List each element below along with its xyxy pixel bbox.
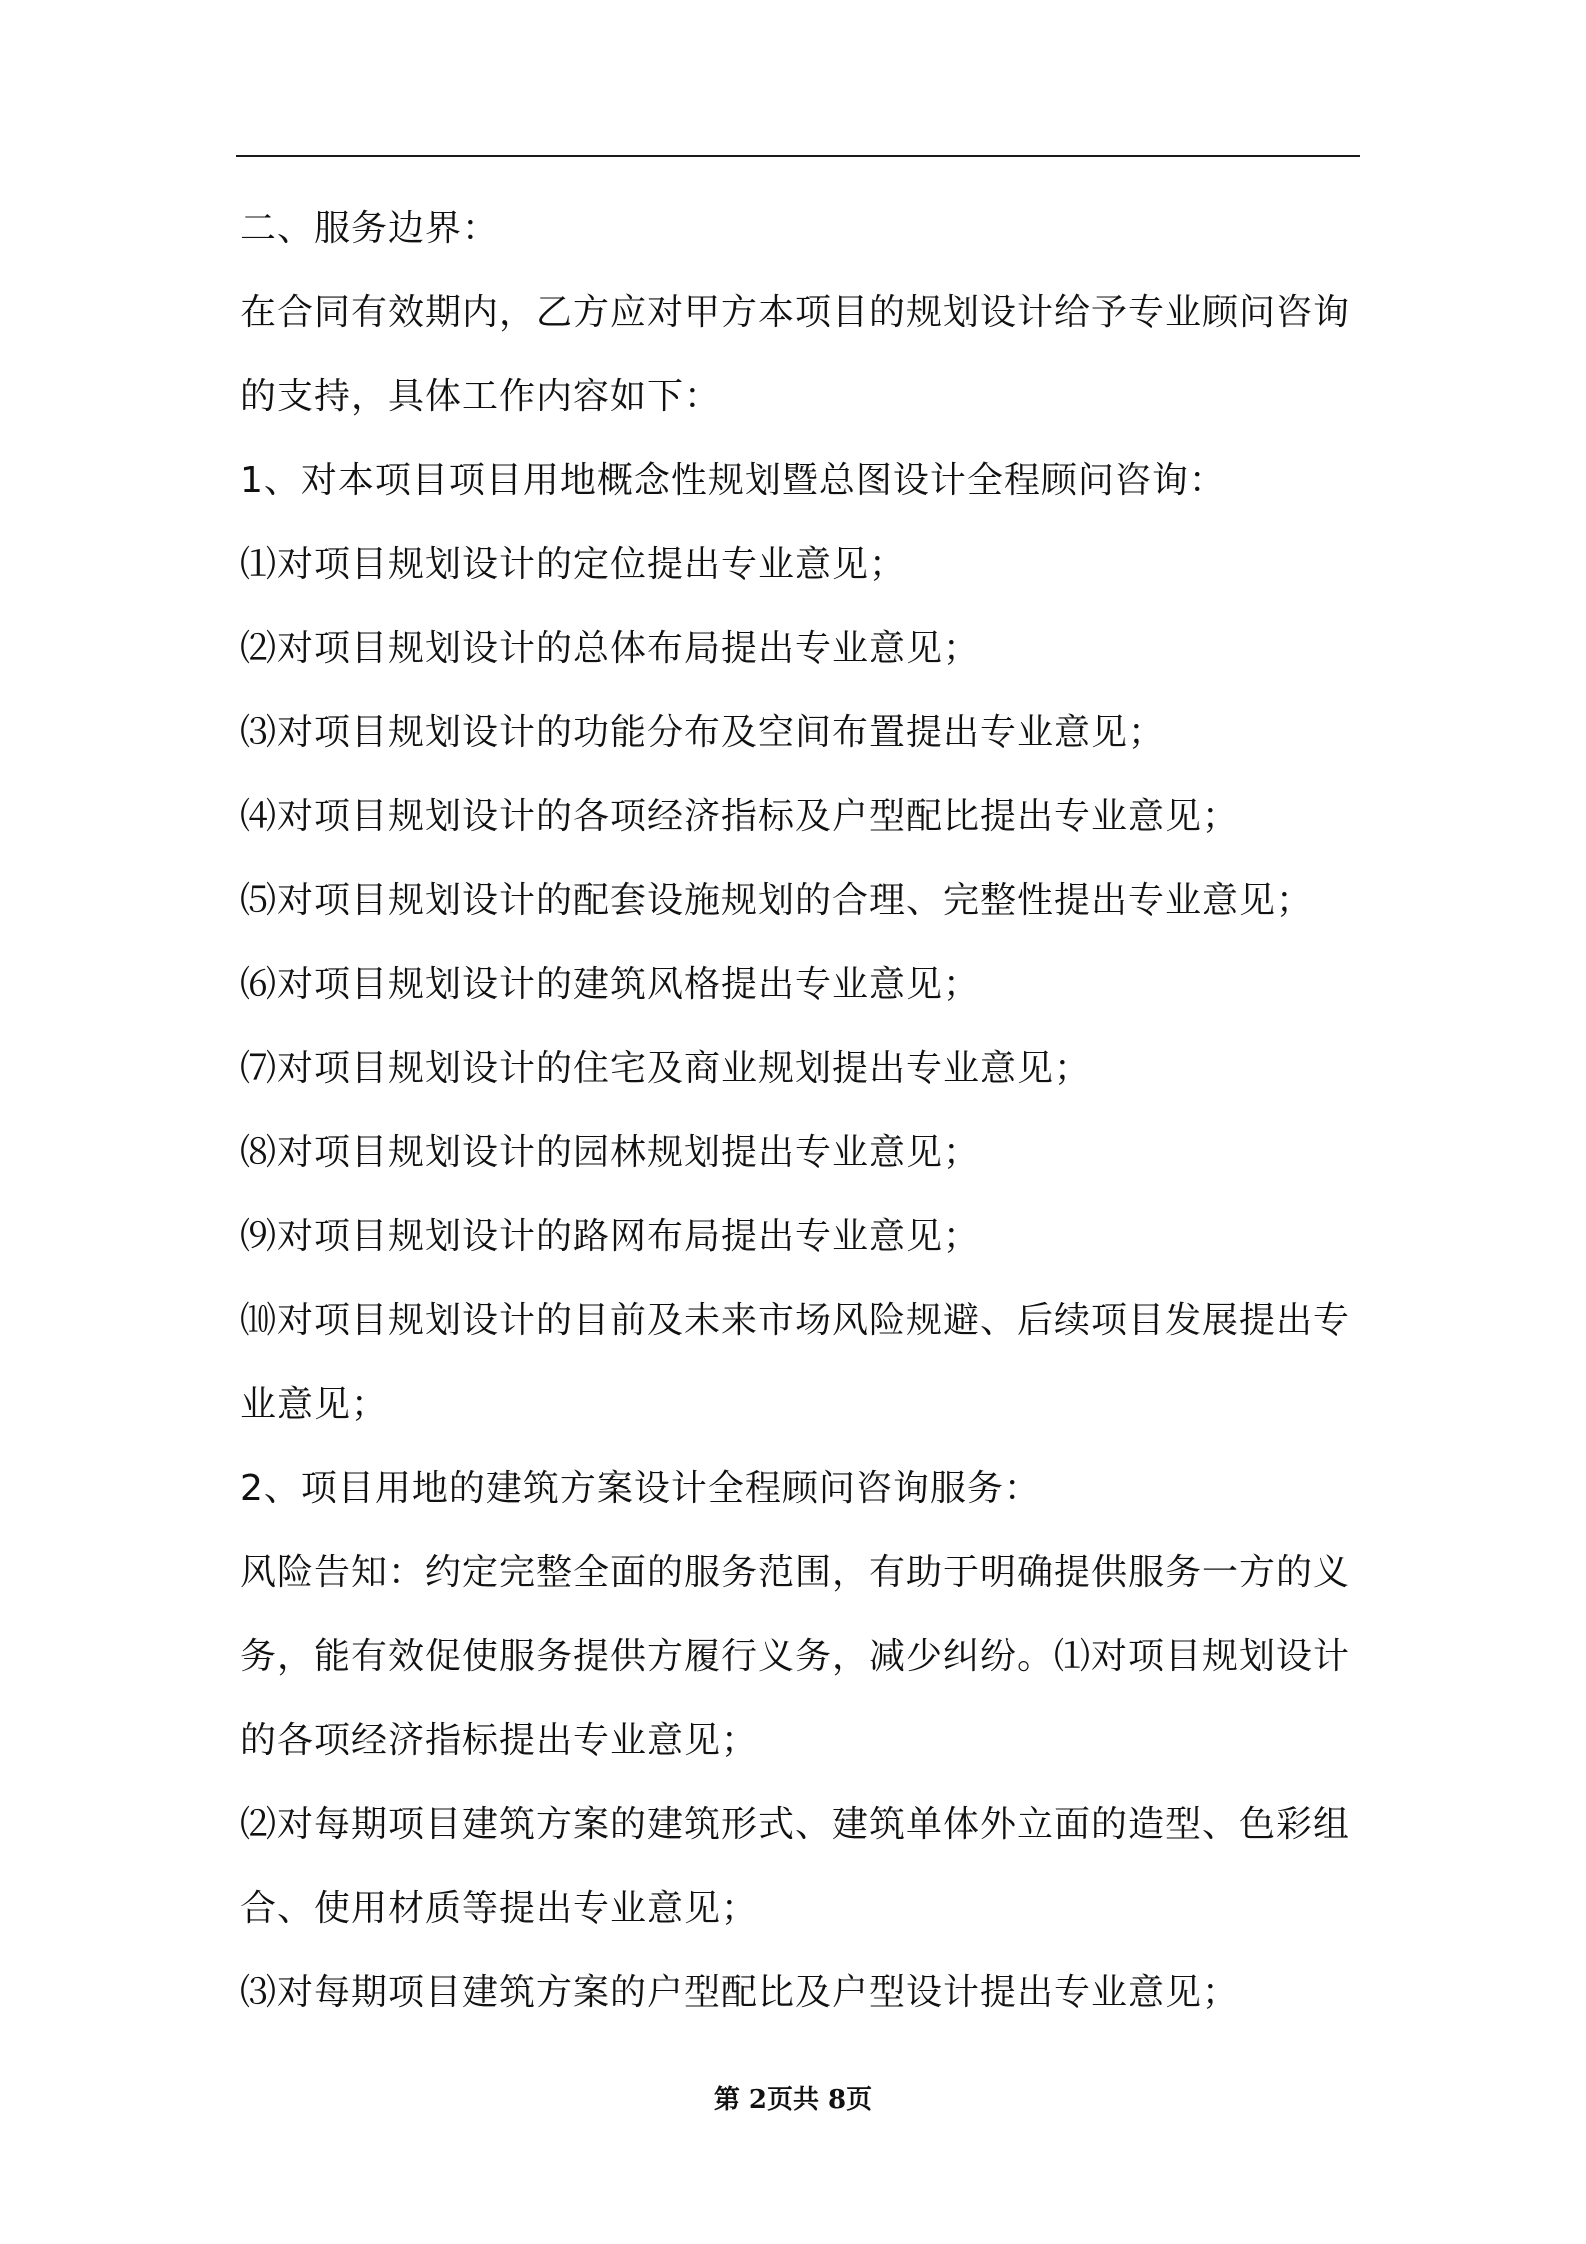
list-item: ⑽对项目规划设计的目前及未来市场风险规避、后续项目发展提出专 xyxy=(240,1300,1351,1341)
risk-notice-line: 务，能有效促使服务提供方履行义务，减少纠纷。⑴对项目规划设计 xyxy=(240,1636,1351,1677)
list-item: ⑼对项目规划设计的路网布局提出专业意见； xyxy=(240,1216,981,1257)
list-item: ⑶对项目规划设计的功能分布及空间布置提出专业意见； xyxy=(240,712,1166,753)
list-item: ⑵对每期项目建筑方案的建筑形式、建筑单体外立面的造型、色彩组 xyxy=(240,1804,1351,1845)
page-number: 第 2页共 8页 xyxy=(713,2085,873,2115)
list-item: ⑷对项目规划设计的各项经济指标及户型配比提出专业意见； xyxy=(240,796,1240,837)
subsection-heading: 2、项目用地的建筑方案设计全程顾问咨询服务： xyxy=(240,1468,1041,1509)
header-rule xyxy=(236,155,1360,157)
list-item-continuation: 合、使用材质等提出专业意见； xyxy=(240,1888,759,1929)
list-item: ⑵对项目规划设计的总体布局提出专业意见； xyxy=(240,628,981,669)
list-item: ⑺对项目规划设计的住宅及商业规划提出专业意见； xyxy=(240,1048,1092,1089)
paragraph-line: 的支持，具体工作内容如下： xyxy=(240,376,722,417)
list-item: ⑹对项目规划设计的建筑风格提出专业意见； xyxy=(240,964,981,1005)
list-item: ⑻对项目规划设计的园林规划提出专业意见； xyxy=(240,1132,981,1173)
list-item: ⑸对项目规划设计的配套设施规划的合理、完整性提出专业意见； xyxy=(240,880,1314,921)
risk-notice-line: 风险告知：约定完整全面的服务范围，有助于明确提供服务一方的义 xyxy=(240,1552,1351,1593)
paragraph-line: 在合同有效期内，乙方应对甲方本项目的规划设计给予专业顾问咨询 xyxy=(240,292,1351,333)
subsection-heading: 1、对本项目项目用地概念性规划暨总图设计全程顾问咨询： xyxy=(240,460,1226,501)
list-item: ⑴对项目规划设计的定位提出专业意见； xyxy=(240,544,907,585)
list-item-continuation: 的各项经济指标提出专业意见； xyxy=(240,1720,759,1761)
section-heading: 二、服务边界： xyxy=(240,208,500,249)
list-item-continuation: 业意见； xyxy=(240,1384,389,1425)
list-item: ⑶对每期项目建筑方案的户型配比及户型设计提出专业意见； xyxy=(240,1972,1240,2013)
document-body xyxy=(240,187,1370,2035)
